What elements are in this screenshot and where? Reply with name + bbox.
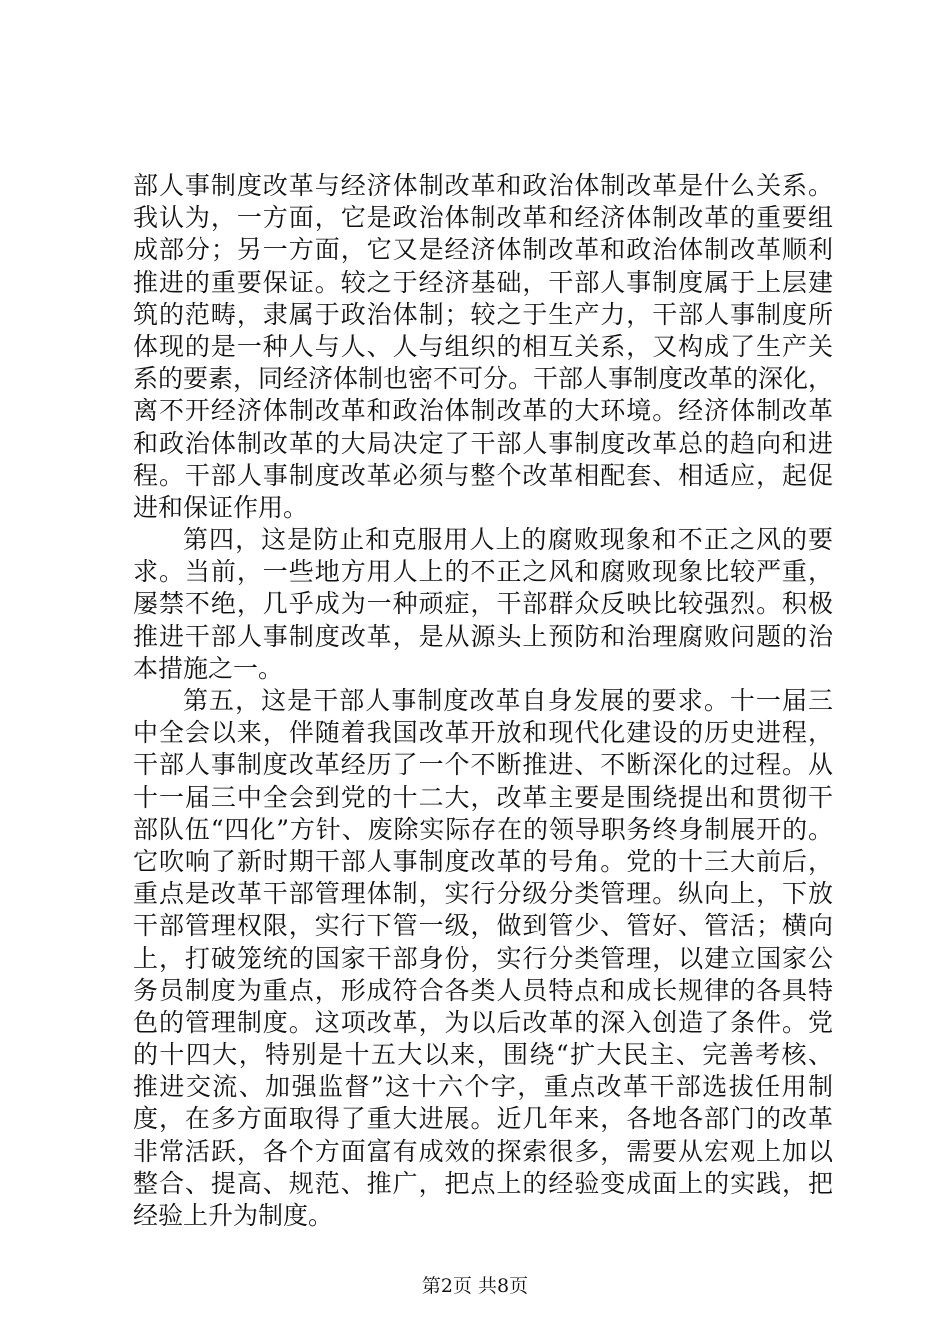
text-line: 体现的是一种人与人、人与组织的相互关系，又构成了生产关 (133, 331, 833, 361)
text-line: 它吹响了新时期干部人事制度改革的号角。党的十三大前后， (133, 846, 833, 876)
text-line: 度，在多方面取得了重大进展。近几年来，各地各部门的改革 (133, 1104, 833, 1134)
text-line: 筑的范畴，隶属于政治体制；较之于生产力，干部人事制度所 (133, 299, 833, 329)
text-line: 程。干部人事制度改革必须与整个改革相配套、相适应，起促 (133, 460, 833, 490)
text-line: 求。当前，一些地方用人上的不正之风和腐败现象比较严重， (133, 557, 833, 587)
document-body (133, 170, 833, 1232)
text-line: 推进的重要保证。较之于经济基础，干部人事制度属于上层建 (133, 267, 833, 297)
paragraph-2 (133, 524, 833, 685)
text-line: 推进交流、加强监督”这十六个字，重点改革干部选拔任用制 (133, 1072, 833, 1102)
text-line: 干部管理权限，实行下管一级，做到管少、管好、管活；横向 (133, 911, 833, 941)
text-line: 屡禁不绝，几乎成为一种顽症，干部群众反映比较强烈。积极 (133, 589, 833, 619)
text-line: 务员制度为重点，形成符合各类人员特点和成长规律的各具特 (133, 975, 833, 1005)
text-line: 第五，这是干部人事制度改革自身发展的要求。十一届三 (183, 686, 833, 715)
text-line: 进和保证作用。 (133, 492, 309, 522)
text-line: 干部人事制度改革经历了一个不断推进、不断深化的过程。从 (133, 750, 833, 780)
text-line: 和政治体制改革的大局决定了干部人事制度改革总的趋向和进 (133, 428, 833, 458)
text-line: 重点是改革干部管理体制，实行分级分类管理。纵向上，下放 (133, 879, 833, 909)
text-line: 成部分；另一方面，它又是经济体制改革和政治体制改革顺利 (133, 235, 833, 265)
text-line: 部队伍“四化”方针、废除实际存在的领导职务终身制展开的。 (133, 814, 833, 844)
page-number-footer: 第2页 共8页 (421, 1275, 529, 1297)
text-line: 推进干部人事制度改革，是从源头上预防和治理腐败问题的治 (133, 621, 833, 651)
text-line: 离不开经济体制改革和政治体制改革的大环境。经济体制改革 (133, 396, 833, 426)
text-line: 非常活跃，各个方面富有成效的探索很多，需要从宏观上加以 (133, 1136, 833, 1166)
paragraph-3 (133, 685, 833, 1232)
text-line: 整合、提高、规范、推广，把点上的经验变成面上的实践，把 (133, 1168, 833, 1198)
text-line: 十一届三中全会到党的十二大，改革主要是围绕提出和贯彻干 (133, 782, 833, 812)
text-line: 色的管理制度。这项改革，为以后改革的深入创造了条件。党 (133, 1007, 833, 1037)
text-line: 第四，这是防止和克服用人上的腐败现象和不正之风的要 (183, 525, 833, 555)
text-line: 部人事制度改革与经济体制改革和政治体制改革是什么关系。 (133, 171, 833, 200)
text-line: 的十四大，特别是十五大以来，围绕“扩大民主、完善考核、 (133, 1040, 833, 1070)
text-line: 中全会以来，伴随着我国改革开放和现代化建设的历史进程， (133, 718, 833, 748)
text-line: 我认为，一方面，它是政治体制改革和经济体制改革的重要组 (133, 203, 833, 233)
text-line: 本措施之一。 (133, 653, 284, 683)
text-line: 经验上升为制度。 (133, 1201, 334, 1230)
text-line: 系的要素，同经济体制也密不可分。干部人事制度改革的深化， (133, 364, 834, 394)
paragraph-1 (133, 170, 833, 524)
text-line: 上，打破笼统的国家干部身份，实行分类管理，以建立国家公 (133, 943, 833, 973)
